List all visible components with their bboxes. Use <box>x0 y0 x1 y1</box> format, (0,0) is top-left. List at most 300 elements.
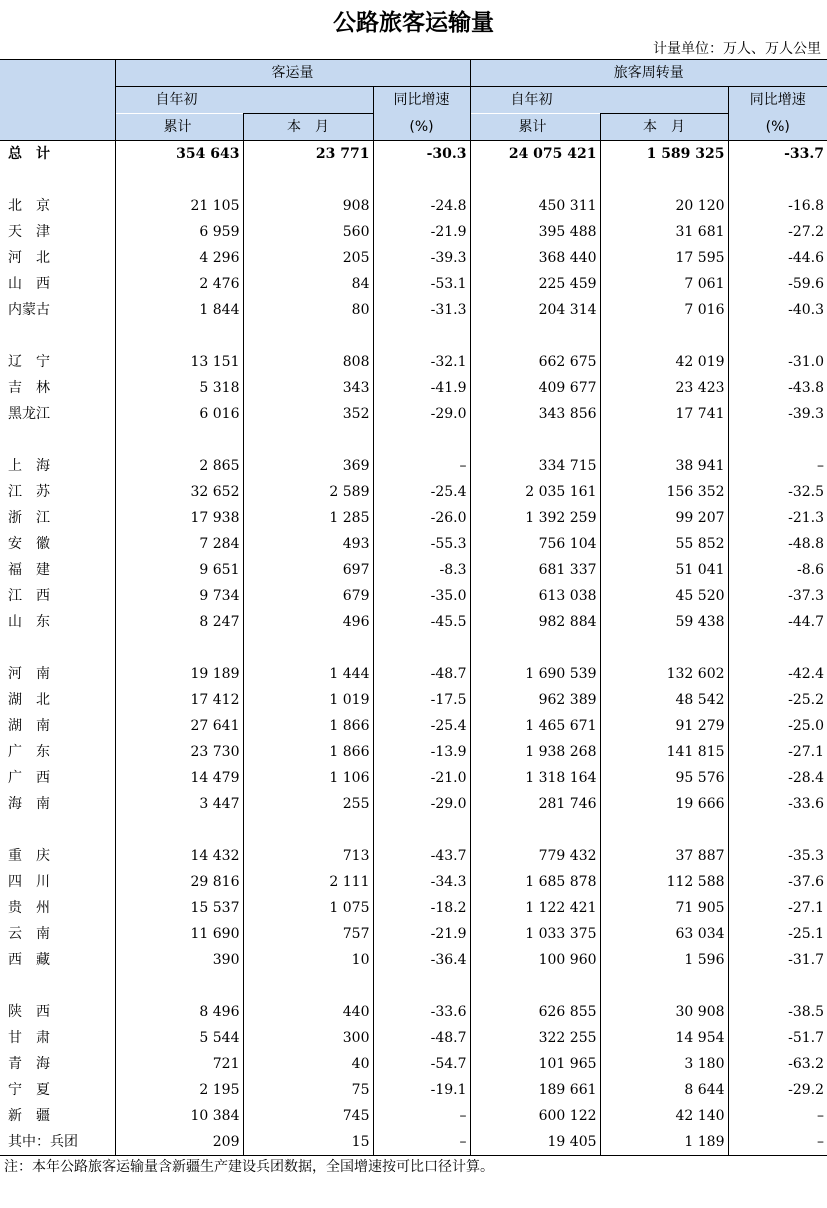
cell-c3: – <box>373 453 470 479</box>
cell-c1: 32 652 <box>115 479 243 505</box>
spacer-cell <box>600 635 728 661</box>
cell-c3: – <box>373 1129 470 1156</box>
spacer-cell <box>373 635 470 661</box>
cell-c5: 59 438 <box>600 609 728 635</box>
table-row <box>0 713 827 739</box>
cell-c5: 45 520 <box>600 583 728 609</box>
cell-c2: 757 <box>243 921 373 947</box>
region-name: 江 西 <box>8 588 50 604</box>
region-name: 新 疆 <box>8 1108 50 1124</box>
cell-c1: 9 651 <box>115 557 243 583</box>
spacer-cell <box>600 323 728 349</box>
cell-c4: 281 746 <box>470 791 600 817</box>
spacer-cell <box>115 973 243 999</box>
header-ytd-top-2: 自年初 <box>470 87 728 114</box>
cell-c2: 352 <box>243 401 373 427</box>
cell-c5: 31 681 <box>600 219 728 245</box>
header-ytd-bottom-2: 累计 <box>470 114 600 141</box>
region-name: 云 南 <box>8 926 50 942</box>
table-row <box>0 453 827 479</box>
cell-c6: -25.2 <box>728 687 827 713</box>
cell-c5: 132 602 <box>600 661 728 687</box>
region-name: 广 西 <box>8 770 50 786</box>
cell-c6: -27.1 <box>728 895 827 921</box>
cell-c1: 390 <box>115 947 243 973</box>
cell-c2: 1 019 <box>243 687 373 713</box>
spacer-cell <box>373 167 470 193</box>
spacer-cell <box>728 427 827 453</box>
cell-c1: 13 151 <box>115 349 243 375</box>
spacer-cell <box>373 973 470 999</box>
cell-c5: 1 596 <box>600 947 728 973</box>
cell-c5: 112 588 <box>600 869 728 895</box>
cell-c2: 1 866 <box>243 713 373 739</box>
cell-c3: -34.3 <box>373 869 470 895</box>
region-name: 河 南 <box>8 666 50 682</box>
cell-c5: 8 644 <box>600 1077 728 1103</box>
cell-c4: 662 675 <box>470 349 600 375</box>
table-row <box>0 505 827 531</box>
cell-c1: 10 384 <box>115 1103 243 1129</box>
spacer-cell <box>470 427 600 453</box>
header-ytd-top-1: 自年初 <box>115 87 373 114</box>
spacer-cell <box>0 323 115 349</box>
cell-c5: 14 954 <box>600 1025 728 1051</box>
cell-c6: -38.5 <box>728 999 827 1025</box>
header-month-1: 本 月 <box>243 114 373 141</box>
cell-c6: – <box>728 453 827 479</box>
header-yoy-bottom-1: (%) <box>373 114 470 141</box>
table-row <box>0 661 827 687</box>
cell-c1: 3 447 <box>115 791 243 817</box>
spacer-cell <box>0 635 115 661</box>
region-name: 上 海 <box>8 458 50 474</box>
spacer-cell <box>728 817 827 843</box>
cell-c6: -44.6 <box>728 245 827 271</box>
region-name: 四 川 <box>8 874 50 890</box>
table-row <box>0 349 827 375</box>
region-name: 山 东 <box>8 614 50 630</box>
spacer-cell <box>728 635 827 661</box>
cell-c6: -28.4 <box>728 765 827 791</box>
cell-c5: 95 576 <box>600 765 728 791</box>
table-row <box>0 739 827 765</box>
cell-c5: 55 852 <box>600 531 728 557</box>
cell-c2: 369 <box>243 453 373 479</box>
header-yoy-top-1: 同比增速 <box>373 87 470 114</box>
cell-c5: 71 905 <box>600 895 728 921</box>
table-row <box>0 1051 827 1077</box>
cell-c6: – <box>728 1103 827 1129</box>
cell-c3: -48.7 <box>373 1025 470 1051</box>
region-name: 辽 宁 <box>8 354 50 370</box>
spacer-cell <box>470 635 600 661</box>
cell-c2: 343 <box>243 375 373 401</box>
cell-c5: 42 019 <box>600 349 728 375</box>
cell-c4: 395 488 <box>470 219 600 245</box>
cell-c6: – <box>728 1129 827 1156</box>
cell-c1: 23 730 <box>115 739 243 765</box>
cell-c2: 697 <box>243 557 373 583</box>
table-row <box>0 219 827 245</box>
region-name: 甘 肃 <box>8 1030 50 1046</box>
cell-c4: 2 035 161 <box>470 479 600 505</box>
cell-c1: 6 959 <box>115 219 243 245</box>
cell-c2: 2 111 <box>243 869 373 895</box>
cell-c5: 63 034 <box>600 921 728 947</box>
cell-c3: -18.2 <box>373 895 470 921</box>
spacer-cell <box>243 323 373 349</box>
region-name: 山 西 <box>8 276 50 292</box>
cell-c2: 23 771 <box>243 141 373 168</box>
cell-c1: 354 643 <box>115 141 243 168</box>
spacer-cell <box>470 323 600 349</box>
table-row <box>0 557 827 583</box>
cell-c2: 15 <box>243 1129 373 1156</box>
header-corner <box>0 60 115 141</box>
cell-c2: 808 <box>243 349 373 375</box>
cell-c4: 409 677 <box>470 375 600 401</box>
cell-c4: 1 392 259 <box>470 505 600 531</box>
table-row <box>0 999 827 1025</box>
cell-c3: -17.5 <box>373 687 470 713</box>
table-row <box>0 609 827 635</box>
region-name: 内蒙古 <box>8 302 50 318</box>
unit-label: 计量单位：万人、万人公里 <box>653 41 821 57</box>
cell-c2: 560 <box>243 219 373 245</box>
cell-c6: -25.1 <box>728 921 827 947</box>
cell-c2: 440 <box>243 999 373 1025</box>
spacer-cell <box>243 973 373 999</box>
cell-c2: 10 <box>243 947 373 973</box>
cell-c1: 2 865 <box>115 453 243 479</box>
region-name: 广 东 <box>8 744 50 760</box>
data-table <box>0 59 827 1156</box>
cell-c1: 15 537 <box>115 895 243 921</box>
cell-c5: 91 279 <box>600 713 728 739</box>
cell-c6: -37.6 <box>728 869 827 895</box>
header-passenger-volume: 客运量 <box>115 60 470 87</box>
table-row <box>0 245 827 271</box>
cell-c6: -25.0 <box>728 713 827 739</box>
cell-c4: 24 075 421 <box>470 141 600 168</box>
region-name: 福 建 <box>8 562 50 578</box>
cell-c1: 4 296 <box>115 245 243 271</box>
region-name: 天 津 <box>8 224 50 240</box>
spacer-cell <box>0 427 115 453</box>
region-name: 其中：兵团 <box>0 1129 115 1156</box>
cell-c2: 745 <box>243 1103 373 1129</box>
cell-c3: -13.9 <box>373 739 470 765</box>
table-row <box>0 193 827 219</box>
spacer-cell <box>0 817 115 843</box>
cell-c4: 101 965 <box>470 1051 600 1077</box>
cell-c1: 5 318 <box>115 375 243 401</box>
spacer-cell <box>373 323 470 349</box>
cell-c4: 450 311 <box>470 193 600 219</box>
cell-c6: -39.3 <box>728 401 827 427</box>
cell-c4: 368 440 <box>470 245 600 271</box>
cell-c3: -48.7 <box>373 661 470 687</box>
cell-c2: 908 <box>243 193 373 219</box>
table-row <box>0 1103 827 1129</box>
cell-c6: -27.2 <box>728 219 827 245</box>
cell-c6: -29.2 <box>728 1077 827 1103</box>
cell-c4: 600 122 <box>470 1103 600 1129</box>
table-row <box>0 479 827 505</box>
cell-c4: 1 033 375 <box>470 921 600 947</box>
cell-c1: 29 816 <box>115 869 243 895</box>
region-name: 海 南 <box>8 796 50 812</box>
cell-c6: -31.7 <box>728 947 827 973</box>
cell-c4: 204 314 <box>470 297 600 323</box>
cell-c3: -55.3 <box>373 531 470 557</box>
spacer-cell <box>600 427 728 453</box>
table-row <box>0 687 827 713</box>
header-month-2: 本 月 <box>600 114 728 141</box>
cell-c6: -31.0 <box>728 349 827 375</box>
cell-c1: 17 938 <box>115 505 243 531</box>
cell-c5: 156 352 <box>600 479 728 505</box>
cell-c6: -32.5 <box>728 479 827 505</box>
table-row <box>0 869 827 895</box>
cell-c5: 48 542 <box>600 687 728 713</box>
cell-c3: -33.6 <box>373 999 470 1025</box>
cell-c4: 19 405 <box>470 1129 600 1156</box>
spacer-cell <box>115 817 243 843</box>
table-row <box>0 765 827 791</box>
cell-c1: 6 016 <box>115 401 243 427</box>
spacer-row <box>0 323 827 349</box>
cell-c3: -53.1 <box>373 271 470 297</box>
cell-c4: 1 465 671 <box>470 713 600 739</box>
table-row <box>0 843 827 869</box>
cell-c1: 14 479 <box>115 765 243 791</box>
cell-c2: 2 589 <box>243 479 373 505</box>
cell-c6: -37.3 <box>728 583 827 609</box>
cell-c1: 5 544 <box>115 1025 243 1051</box>
spacer-row <box>0 427 827 453</box>
cell-c4: 1 685 878 <box>470 869 600 895</box>
cell-c4: 343 856 <box>470 401 600 427</box>
cell-c4: 334 715 <box>470 453 600 479</box>
spacer-cell <box>600 167 728 193</box>
cell-c6: -59.6 <box>728 271 827 297</box>
spacer-cell <box>373 817 470 843</box>
spacer-row <box>0 817 827 843</box>
cell-c2: 1 866 <box>243 739 373 765</box>
cell-c1: 2 476 <box>115 271 243 297</box>
spacer-cell <box>243 167 373 193</box>
cell-c6: -43.8 <box>728 375 827 401</box>
cell-c3: -35.0 <box>373 583 470 609</box>
cell-c3: -25.4 <box>373 479 470 505</box>
cell-c1: 17 412 <box>115 687 243 713</box>
cell-c3: -36.4 <box>373 947 470 973</box>
table-row <box>0 583 827 609</box>
table-row <box>0 401 827 427</box>
cell-c3: -21.9 <box>373 921 470 947</box>
cell-c2: 80 <box>243 297 373 323</box>
cell-c4: 1 690 539 <box>470 661 600 687</box>
region-name: 总 计 <box>8 146 50 162</box>
region-name: 浙 江 <box>8 510 50 526</box>
cell-c3: -26.0 <box>373 505 470 531</box>
region-name: 陕 西 <box>8 1004 50 1020</box>
spacer-cell <box>728 167 827 193</box>
cell-c4: 322 255 <box>470 1025 600 1051</box>
spacer-cell <box>728 973 827 999</box>
cell-c4: 1 318 164 <box>470 765 600 791</box>
cell-c2: 75 <box>243 1077 373 1103</box>
cell-c4: 626 855 <box>470 999 600 1025</box>
cell-c5: 99 207 <box>600 505 728 531</box>
cell-c5: 17 741 <box>600 401 728 427</box>
cell-c3: -29.0 <box>373 401 470 427</box>
spacer-row <box>0 635 827 661</box>
cell-c1: 1 844 <box>115 297 243 323</box>
cell-c3: -29.0 <box>373 791 470 817</box>
table-row <box>0 947 827 973</box>
cell-c3: -19.1 <box>373 1077 470 1103</box>
cell-c6: -63.2 <box>728 1051 827 1077</box>
spacer-cell <box>0 167 115 193</box>
region-name: 宁 夏 <box>8 1082 50 1098</box>
spacer-cell <box>115 323 243 349</box>
cell-c2: 1 075 <box>243 895 373 921</box>
cell-c5: 30 908 <box>600 999 728 1025</box>
table-row <box>0 921 827 947</box>
cell-c6: -33.7 <box>728 141 827 168</box>
spacer-cell <box>115 635 243 661</box>
region-name: 黑龙江 <box>8 406 50 422</box>
cell-c1: 8 496 <box>115 999 243 1025</box>
cell-c5: 42 140 <box>600 1103 728 1129</box>
region-name: 吉 林 <box>8 380 50 396</box>
spacer-row <box>0 973 827 999</box>
region-name: 贵 州 <box>8 900 50 916</box>
cell-c5: 7 016 <box>600 297 728 323</box>
region-name: 青 海 <box>8 1056 50 1072</box>
spacer-cell <box>470 817 600 843</box>
cell-c5: 51 041 <box>600 557 728 583</box>
cell-c1: 209 <box>115 1129 243 1156</box>
cell-c5: 38 941 <box>600 453 728 479</box>
spacer-cell <box>728 323 827 349</box>
cell-c2: 84 <box>243 271 373 297</box>
table-row <box>0 1025 827 1051</box>
header-ytd-bottom-1: 累计 <box>115 114 243 141</box>
region-name: 安 徽 <box>8 536 50 552</box>
cell-c6: -33.6 <box>728 791 827 817</box>
cell-c5: 37 887 <box>600 843 728 869</box>
region-name: 重 庆 <box>8 848 50 864</box>
region-name: 河 北 <box>8 250 50 266</box>
cell-c6: -16.8 <box>728 193 827 219</box>
cell-c2: 713 <box>243 843 373 869</box>
cell-c3: -41.9 <box>373 375 470 401</box>
cell-c2: 205 <box>243 245 373 271</box>
spacer-cell <box>600 817 728 843</box>
cell-c4: 100 960 <box>470 947 600 973</box>
cell-c3: -39.3 <box>373 245 470 271</box>
cell-c5: 1 589 325 <box>600 141 728 168</box>
cell-c1: 7 284 <box>115 531 243 557</box>
cell-c3: -21.0 <box>373 765 470 791</box>
region-name: 西 藏 <box>8 952 50 968</box>
cell-c6: -40.3 <box>728 297 827 323</box>
cell-c3: -21.9 <box>373 219 470 245</box>
cell-c3: -8.3 <box>373 557 470 583</box>
cell-c4: 1 122 421 <box>470 895 600 921</box>
table-row <box>0 1129 827 1156</box>
cell-c3: -45.5 <box>373 609 470 635</box>
cell-c2: 1 444 <box>243 661 373 687</box>
cell-c6: -42.4 <box>728 661 827 687</box>
cell-c2: 300 <box>243 1025 373 1051</box>
cell-c5: 141 815 <box>600 739 728 765</box>
cell-c5: 3 180 <box>600 1051 728 1077</box>
cell-c3: -24.8 <box>373 193 470 219</box>
table-row <box>0 271 827 297</box>
table-row <box>0 297 827 323</box>
cell-c1: 8 247 <box>115 609 243 635</box>
spacer-cell <box>243 427 373 453</box>
cell-c6: -27.1 <box>728 739 827 765</box>
footnote: 注：本年公路旅客运输量含新疆生产建设兵团数据，全国增速按可比口径计算。 <box>4 1159 494 1175</box>
cell-c6: -21.3 <box>728 505 827 531</box>
table-row <box>0 531 827 557</box>
spacer-cell <box>243 817 373 843</box>
cell-c3: -31.3 <box>373 297 470 323</box>
total-row <box>0 141 827 168</box>
spacer-cell <box>115 427 243 453</box>
cell-c1: 19 189 <box>115 661 243 687</box>
cell-c3: – <box>373 1103 470 1129</box>
table-row <box>0 791 827 817</box>
cell-c6: -35.3 <box>728 843 827 869</box>
region-name: 北 京 <box>8 198 50 214</box>
cell-c3: -30.3 <box>373 141 470 168</box>
header-yoy-top-2: 同比增速 <box>728 87 827 114</box>
cell-c1: 11 690 <box>115 921 243 947</box>
cell-c5: 20 120 <box>600 193 728 219</box>
spacer-row <box>0 167 827 193</box>
cell-c6: -8.6 <box>728 557 827 583</box>
cell-c5: 19 666 <box>600 791 728 817</box>
cell-c5: 1 189 <box>600 1129 728 1156</box>
cell-c3: -43.7 <box>373 843 470 869</box>
cell-c4: 681 337 <box>470 557 600 583</box>
table-row <box>0 375 827 401</box>
cell-c4: 1 938 268 <box>470 739 600 765</box>
cell-c1: 14 432 <box>115 843 243 869</box>
cell-c5: 7 061 <box>600 271 728 297</box>
cell-c6: -51.7 <box>728 1025 827 1051</box>
cell-c2: 679 <box>243 583 373 609</box>
cell-c4: 962 389 <box>470 687 600 713</box>
spacer-cell <box>115 167 243 193</box>
header-yoy-bottom-2: (%) <box>728 114 827 141</box>
page-title: 公路旅客运输量 <box>333 10 494 36</box>
spacer-cell <box>470 167 600 193</box>
region-name: 湖 南 <box>8 718 50 734</box>
cell-c4: 613 038 <box>470 583 600 609</box>
spacer-cell <box>373 427 470 453</box>
cell-c3: -25.4 <box>373 713 470 739</box>
cell-c6: -48.8 <box>728 531 827 557</box>
cell-c2: 255 <box>243 791 373 817</box>
